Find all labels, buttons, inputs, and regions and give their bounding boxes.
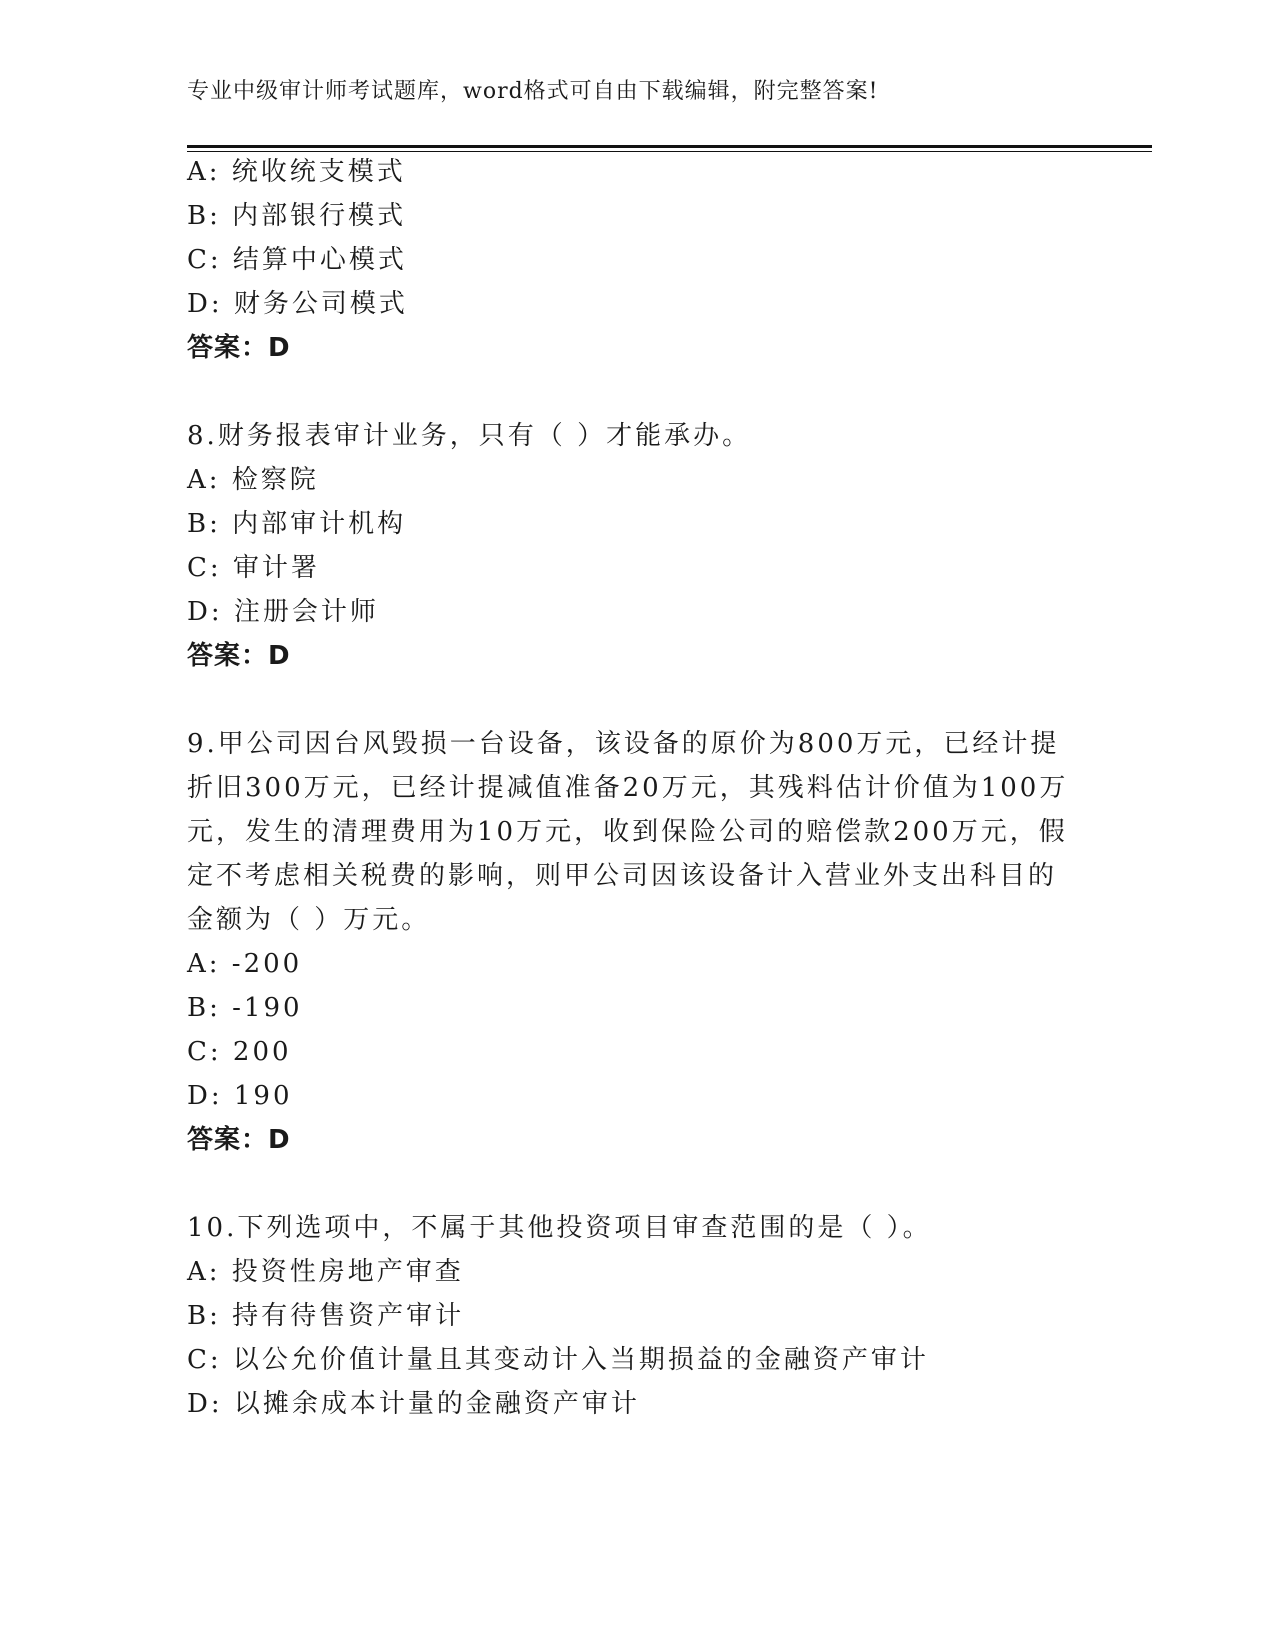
- q7-option-c: C: 结算中心模式: [187, 245, 407, 275]
- q9-option-b: B: -190: [187, 993, 303, 1023]
- header-rule-thin: [187, 151, 1152, 152]
- q8-stem: 8.财务报表审计业务，只有（ ）才能承办。: [187, 421, 752, 451]
- q10-option-b: B: 持有待售资产审计: [187, 1301, 465, 1331]
- q9-stem-line: 折旧300万元，已经计提减值准备20万元，其残料估计价值为100万: [187, 773, 1069, 803]
- q7-option-a: A: 统收统支模式: [187, 157, 406, 187]
- q9-answer: 答案：D: [187, 1125, 291, 1155]
- header-rule-thick: [187, 145, 1152, 148]
- q10-option-d: D: 以摊余成本计量的金融资产审计: [187, 1389, 640, 1419]
- q7-option-d: D: 财务公司模式: [187, 289, 408, 319]
- q10-option-a: A: 投资性房地产审查: [187, 1257, 464, 1287]
- q9-option-d: D: 190: [187, 1081, 293, 1111]
- page-header: 专业中级审计师考试题库，word格式可自由下载编辑，附完整答案!: [187, 79, 879, 104]
- q8-option-b: B: 内部审计机构: [187, 509, 407, 539]
- q9-option-a: A: -200: [187, 949, 303, 979]
- q9-stem-line: 定不考虑相关税费的影响，则甲公司因该设备计入营业外支出科目的: [187, 861, 1058, 891]
- q7-option-b: B: 内部银行模式: [187, 201, 407, 231]
- q9-stem-line: 9.甲公司因台风毁损一台设备，该设备的原价为800万元，已经计提: [187, 729, 1060, 759]
- q8-option-c: C: 审计署: [187, 553, 320, 583]
- q9-stem-line: 元，发生的清理费用为10万元，收到保险公司的赔偿款200万元，假: [187, 817, 1068, 847]
- q8-option-d: D: 注册会计师: [187, 597, 379, 627]
- q10-stem: 10.下列选项中，不属于其他投资项目审查范围的是（ ）。: [187, 1213, 932, 1243]
- q9-option-c: C: 200: [187, 1037, 292, 1067]
- q9-stem-line: 金额为（ ）万元。: [187, 905, 431, 935]
- q7-answer: 答案：D: [187, 333, 291, 363]
- q10-option-c: C: 以公允价值计量且其变动计入当期损益的金融资产审计: [187, 1345, 929, 1375]
- q8-option-a: A: 检察院: [187, 465, 319, 495]
- q8-answer: 答案：D: [187, 641, 291, 671]
